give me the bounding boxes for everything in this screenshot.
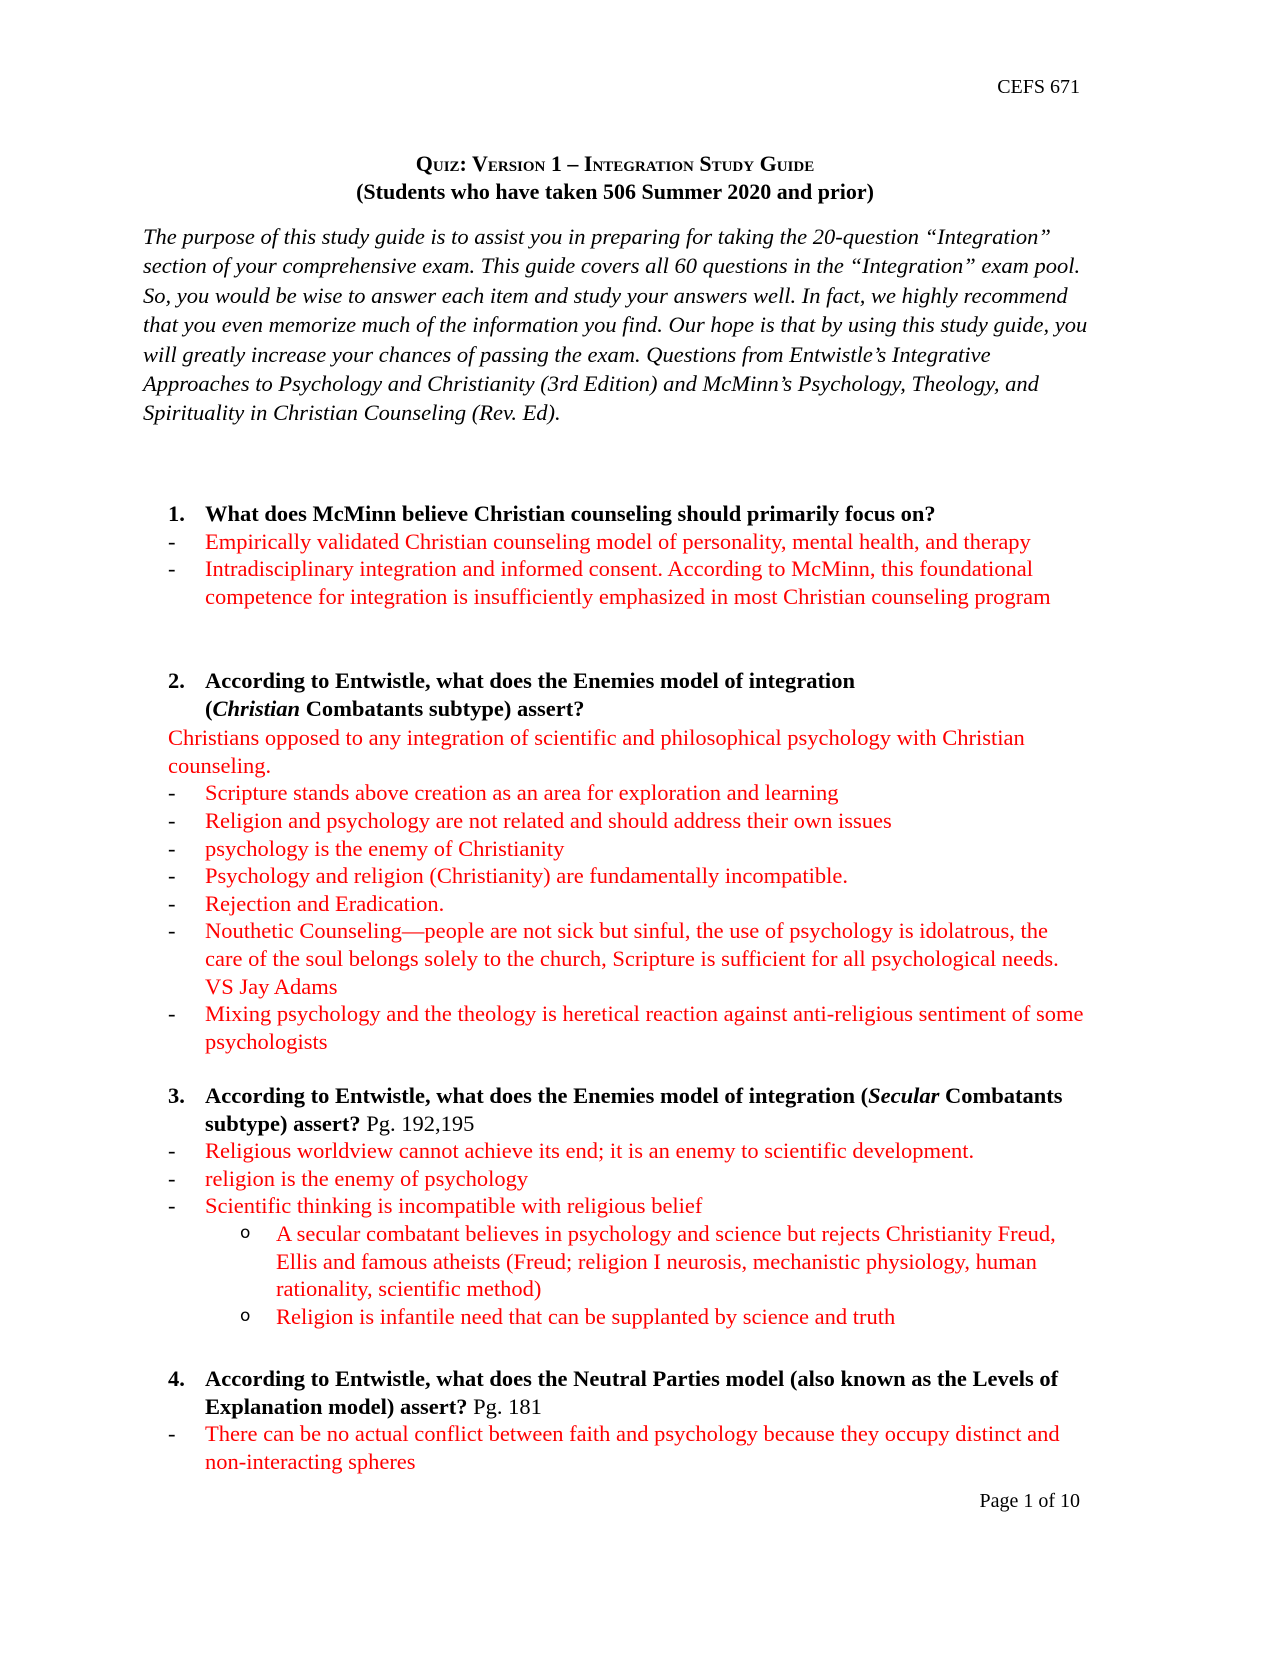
- answer-summary: Christians opposed to any integration of scientific and philosophical psychology with Christian counseling.: [168, 725, 1025, 778]
- page-number: Page 1 of 10: [979, 1490, 1080, 1512]
- title-line-1: Quiz: Version 1 – Integration Study Guide: [415, 151, 815, 176]
- answer-item: - Empirically validated Christian counseling model of personality, mental health, and therapy: [168, 528, 1031, 554]
- question-text: According to Entwistle, what does the Enemies model of integration (Christian Combatants subtype) assert?: [205, 668, 855, 721]
- page-reference: Pg. 192,195: [360, 1110, 475, 1136]
- circle-bullet-icon: o: [240, 1222, 251, 1243]
- answer-item: - Psychology and religion (Christianity) are fundamentally incompatible.: [168, 863, 848, 889]
- course-header: CEFS 671: [997, 76, 1080, 98]
- answer-item: - Scientific thinking is incompatible with religious belief: [168, 1193, 703, 1219]
- question-text: What does McMinn believe Christian counseling should primarily focus on?: [205, 501, 936, 526]
- question-number: 2.: [168, 668, 185, 693]
- circle-bullet-icon: o: [240, 1305, 251, 1326]
- answer-item: - Nouthetic Counseling—people are not sick but sinful, the use of psychology is idolatrous, the care of the soul belongs solely to the church, Scripture is sufficient for all psychological needs. VS Jay Adams: [168, 918, 1059, 999]
- page-reference: Pg. 181: [467, 1393, 542, 1419]
- question-text: According to Entwistle, what does the Enemies model of integration (Secular Combatants subtype) assert? Pg. 192,195: [205, 1083, 1063, 1136]
- question-number: 1.: [168, 501, 185, 526]
- sub-answer-item: o Religion is infantile need that can be supplanted by science and truth: [240, 1303, 896, 1329]
- question-3: [168, 1082, 1088, 1330]
- question-1: [168, 500, 1088, 610]
- question-number: 3.: [168, 1083, 185, 1108]
- question-2: [168, 667, 1088, 1055]
- intro-paragraph: The purpose of this study guide is to assist you in preparing for taking the 20-question “Integration” section of your comprehensive exam. This guide covers all 60 questions in the “Integration” exam pool. So, you would be wise to answer each item and study your answers well. In fact, we highly recommend that you even memorize much of the information you find. Our hope is that by using this study guide, you will greatly increase your chances of passing the exam. Questions from Entwistle’s Integrative Approaches to Psychology and Christianity (3rd Edition) and McMinn’s Psychology, Theology, and Spirituality in Christian Counseling (Rev. Ed).: [143, 224, 1088, 426]
- answer-item: - Mixing psychology and the theology is heretical reaction against anti-religious sentiment of some psychologists: [168, 1001, 1084, 1054]
- answer-item: - Scripture stands above creation as an area for exploration and learning: [168, 780, 839, 806]
- document-title: [0, 150, 1230, 206]
- answer-item: - Intradisciplinary integration and informed consent. According to McMinn, this foundational competence for integration is insufficiently emphasized in most Christian counseling program: [168, 556, 1051, 609]
- question-text: According to Entwistle, what does the Neutral Parties model (also known as the Levels of Explanation model) assert? Pg. 181: [205, 1366, 1059, 1419]
- answer-item: - religion is the enemy of psychology: [168, 1165, 529, 1191]
- answer-item: - Religious worldview cannot achieve its end; it is an enemy to scientific development.: [168, 1138, 975, 1164]
- answer-item: - Rejection and Eradication.: [168, 890, 445, 916]
- answer-item: - Religion and psychology are not related and should address their own issues: [168, 807, 892, 833]
- sub-answer-item: o A secular combatant believes in psychology and science but rejects Christianity Freud, Ellis and famous atheists (Freud; religion I neurosis, mechanistic physiology, human rationality, scientific method): [240, 1220, 1056, 1302]
- title-line-2: (Students who have taken 506 Summer 2020 and prior): [356, 179, 874, 204]
- question-4: [168, 1365, 1088, 1475]
- answer-item: - psychology is the enemy of Christianity: [168, 835, 565, 861]
- question-number: 4.: [168, 1366, 185, 1391]
- answer-item: - There can be no actual conflict between faith and psychology because they occupy distinct and non-interacting spheres: [168, 1421, 1060, 1474]
